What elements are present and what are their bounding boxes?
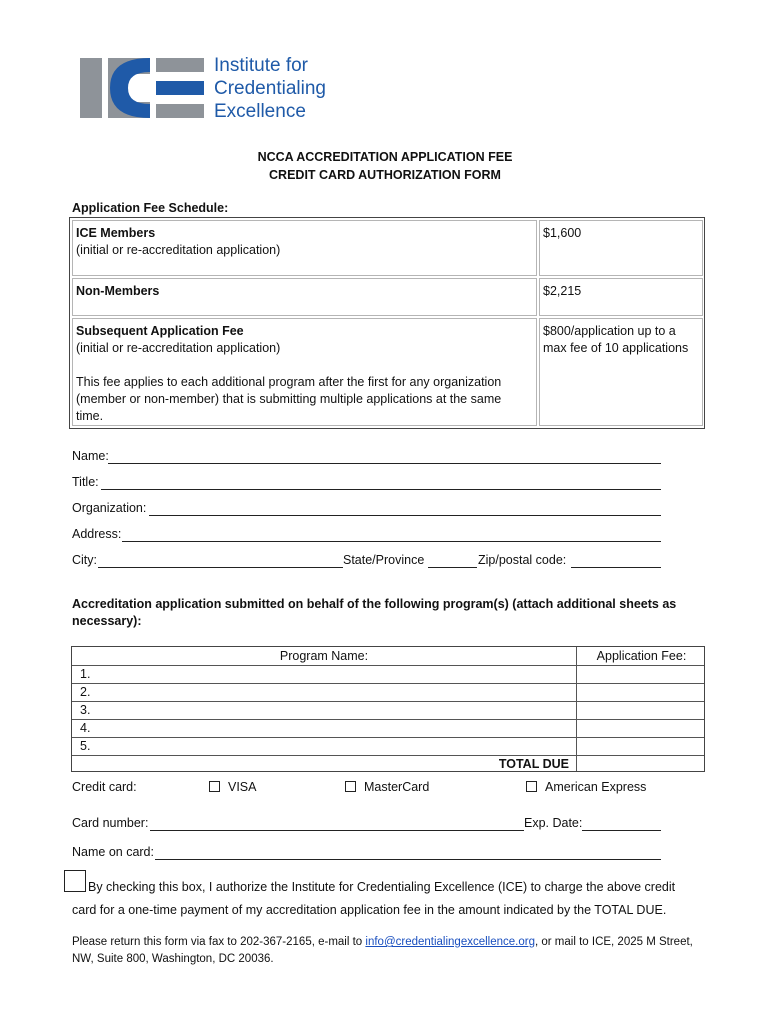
- fee-cell: [539, 318, 703, 426]
- visa-option[interactable]: [209, 780, 257, 794]
- address-label: Address:: [72, 527, 122, 541]
- card-number-row: [72, 816, 662, 834]
- name-label: Name:: [72, 449, 109, 463]
- ice-logo: [80, 52, 350, 124]
- footer-text: Please return this form via fax to 202-367-2165, e-mail to: [72, 936, 366, 948]
- address-line[interactable]: [122, 541, 661, 542]
- fee-cell: [539, 220, 703, 276]
- fee-schedule-table: [69, 217, 705, 429]
- amex-checkbox[interactable]: [526, 781, 537, 792]
- programs-intro-line-1: Accreditation application submitted on behalf of the following program(s) (attach additional sheets as: [72, 597, 677, 611]
- programs-table: [71, 646, 705, 772]
- organization-label: Organization:: [72, 501, 147, 515]
- city-line[interactable]: [98, 567, 343, 568]
- row-number: 3.: [80, 703, 91, 717]
- zip-label: Zip/postal code:: [478, 553, 567, 567]
- city-state-zip-row: [72, 553, 662, 571]
- row-number: 5.: [80, 739, 91, 753]
- fee-amount: $1,600: [543, 226, 582, 240]
- email-link[interactable]: info@credentialingexcellence.org: [365, 936, 535, 948]
- mastercard-option[interactable]: [345, 780, 429, 794]
- table-row[interactable]: [72, 683, 704, 699]
- city-label: City:: [72, 553, 97, 567]
- fee-row-label: Subsequent Application Fee: [76, 324, 244, 338]
- logo-line-3: Excellence: [214, 101, 306, 122]
- fee-amount: max fee of 10 applications: [543, 341, 689, 355]
- amex-option[interactable]: [526, 780, 646, 794]
- address-field[interactable]: [72, 527, 121, 545]
- amex-label: American Express: [545, 780, 647, 794]
- exp-date-line[interactable]: [582, 830, 661, 831]
- row-number: 2.: [80, 685, 91, 699]
- fee-amount: $2,215: [543, 284, 582, 298]
- total-row: [72, 755, 704, 771]
- exp-date-label: Exp. Date:: [524, 816, 583, 830]
- table-row[interactable]: [72, 737, 704, 753]
- fee-row-note: (initial or re-accreditation application): [76, 243, 281, 257]
- name-field[interactable]: [72, 449, 109, 467]
- mastercard-label: MasterCard: [364, 780, 430, 794]
- name-on-card-field[interactable]: [72, 845, 154, 863]
- fee-schedule-heading: Application Fee Schedule:: [72, 201, 229, 215]
- visa-label: VISA: [228, 780, 257, 794]
- application-fee-header: Application Fee:: [596, 649, 687, 663]
- card-number-label: Card number:: [72, 816, 149, 830]
- row-number: 4.: [80, 721, 91, 735]
- fee-row-note: (initial or re-accreditation application): [76, 341, 281, 355]
- fee-row-members: [72, 220, 537, 276]
- table-row[interactable]: [72, 701, 704, 717]
- visa-checkbox[interactable]: [209, 781, 220, 792]
- footer-text: , or mail to ICE, 2025 M Street,: [535, 936, 693, 948]
- state-label: State/Province: [343, 553, 425, 567]
- title-label: Title:: [72, 475, 99, 489]
- mastercard-checkbox[interactable]: [345, 781, 356, 792]
- footer-line-1: [72, 936, 693, 948]
- logo-line-2: Credentialing: [214, 78, 326, 99]
- authorization-checkbox[interactable]: [64, 870, 86, 892]
- state-line[interactable]: [428, 567, 477, 568]
- footer-line-2: NW, Suite 800, Washington, DC 20036.: [72, 953, 274, 965]
- credit-card-label: Credit card:: [72, 780, 137, 794]
- title-line[interactable]: [101, 489, 661, 490]
- organization-field[interactable]: [72, 501, 146, 519]
- fee-row-subsequent: [72, 318, 537, 426]
- form-title-line-1: NCCA ACCREDITATION APPLICATION FEE: [257, 150, 513, 164]
- fee-amount: $800/application up to a: [543, 324, 676, 338]
- fee-cell: [539, 278, 703, 316]
- authorization-line-2: card for a one-time payment of my accreditation application fee in the amount indicated by the TOTAL DUE.: [72, 903, 667, 917]
- fee-row-desc: time.: [76, 409, 104, 423]
- logo-line-1: Institute for: [214, 55, 308, 76]
- zip-line[interactable]: [571, 567, 661, 568]
- fee-row-label: Non-Members: [76, 284, 160, 298]
- name-on-card-label: Name on card:: [72, 845, 154, 859]
- table-row[interactable]: [72, 719, 704, 735]
- title-field[interactable]: [72, 475, 99, 493]
- authorization-line-1: By checking this box, I authorize the Institute for Credentialing Excellence (ICE) to charge the above credit: [88, 880, 676, 894]
- program-name-header: Program Name:: [279, 649, 369, 663]
- fee-row-nonmembers: [72, 278, 537, 316]
- name-line[interactable]: [108, 463, 661, 464]
- programs-intro-line-2: necessary):: [72, 614, 142, 628]
- fee-row-label: ICE Members: [76, 226, 156, 240]
- table-row[interactable]: [72, 665, 704, 681]
- form-title-line-2: CREDIT CARD AUTHORIZATION FORM: [269, 168, 501, 182]
- fee-row-desc: This fee applies to each additional program after the first for any organization: [76, 375, 502, 389]
- card-number-line[interactable]: [150, 830, 524, 831]
- organization-line[interactable]: [149, 515, 661, 516]
- total-due-label: TOTAL DUE: [498, 757, 569, 771]
- fee-row-desc: (member or non-member) that is submitting multiple applications at the same: [76, 392, 502, 406]
- name-on-card-line[interactable]: [155, 859, 661, 860]
- ice-logo-mark: [80, 52, 210, 124]
- row-number: 1.: [80, 667, 91, 681]
